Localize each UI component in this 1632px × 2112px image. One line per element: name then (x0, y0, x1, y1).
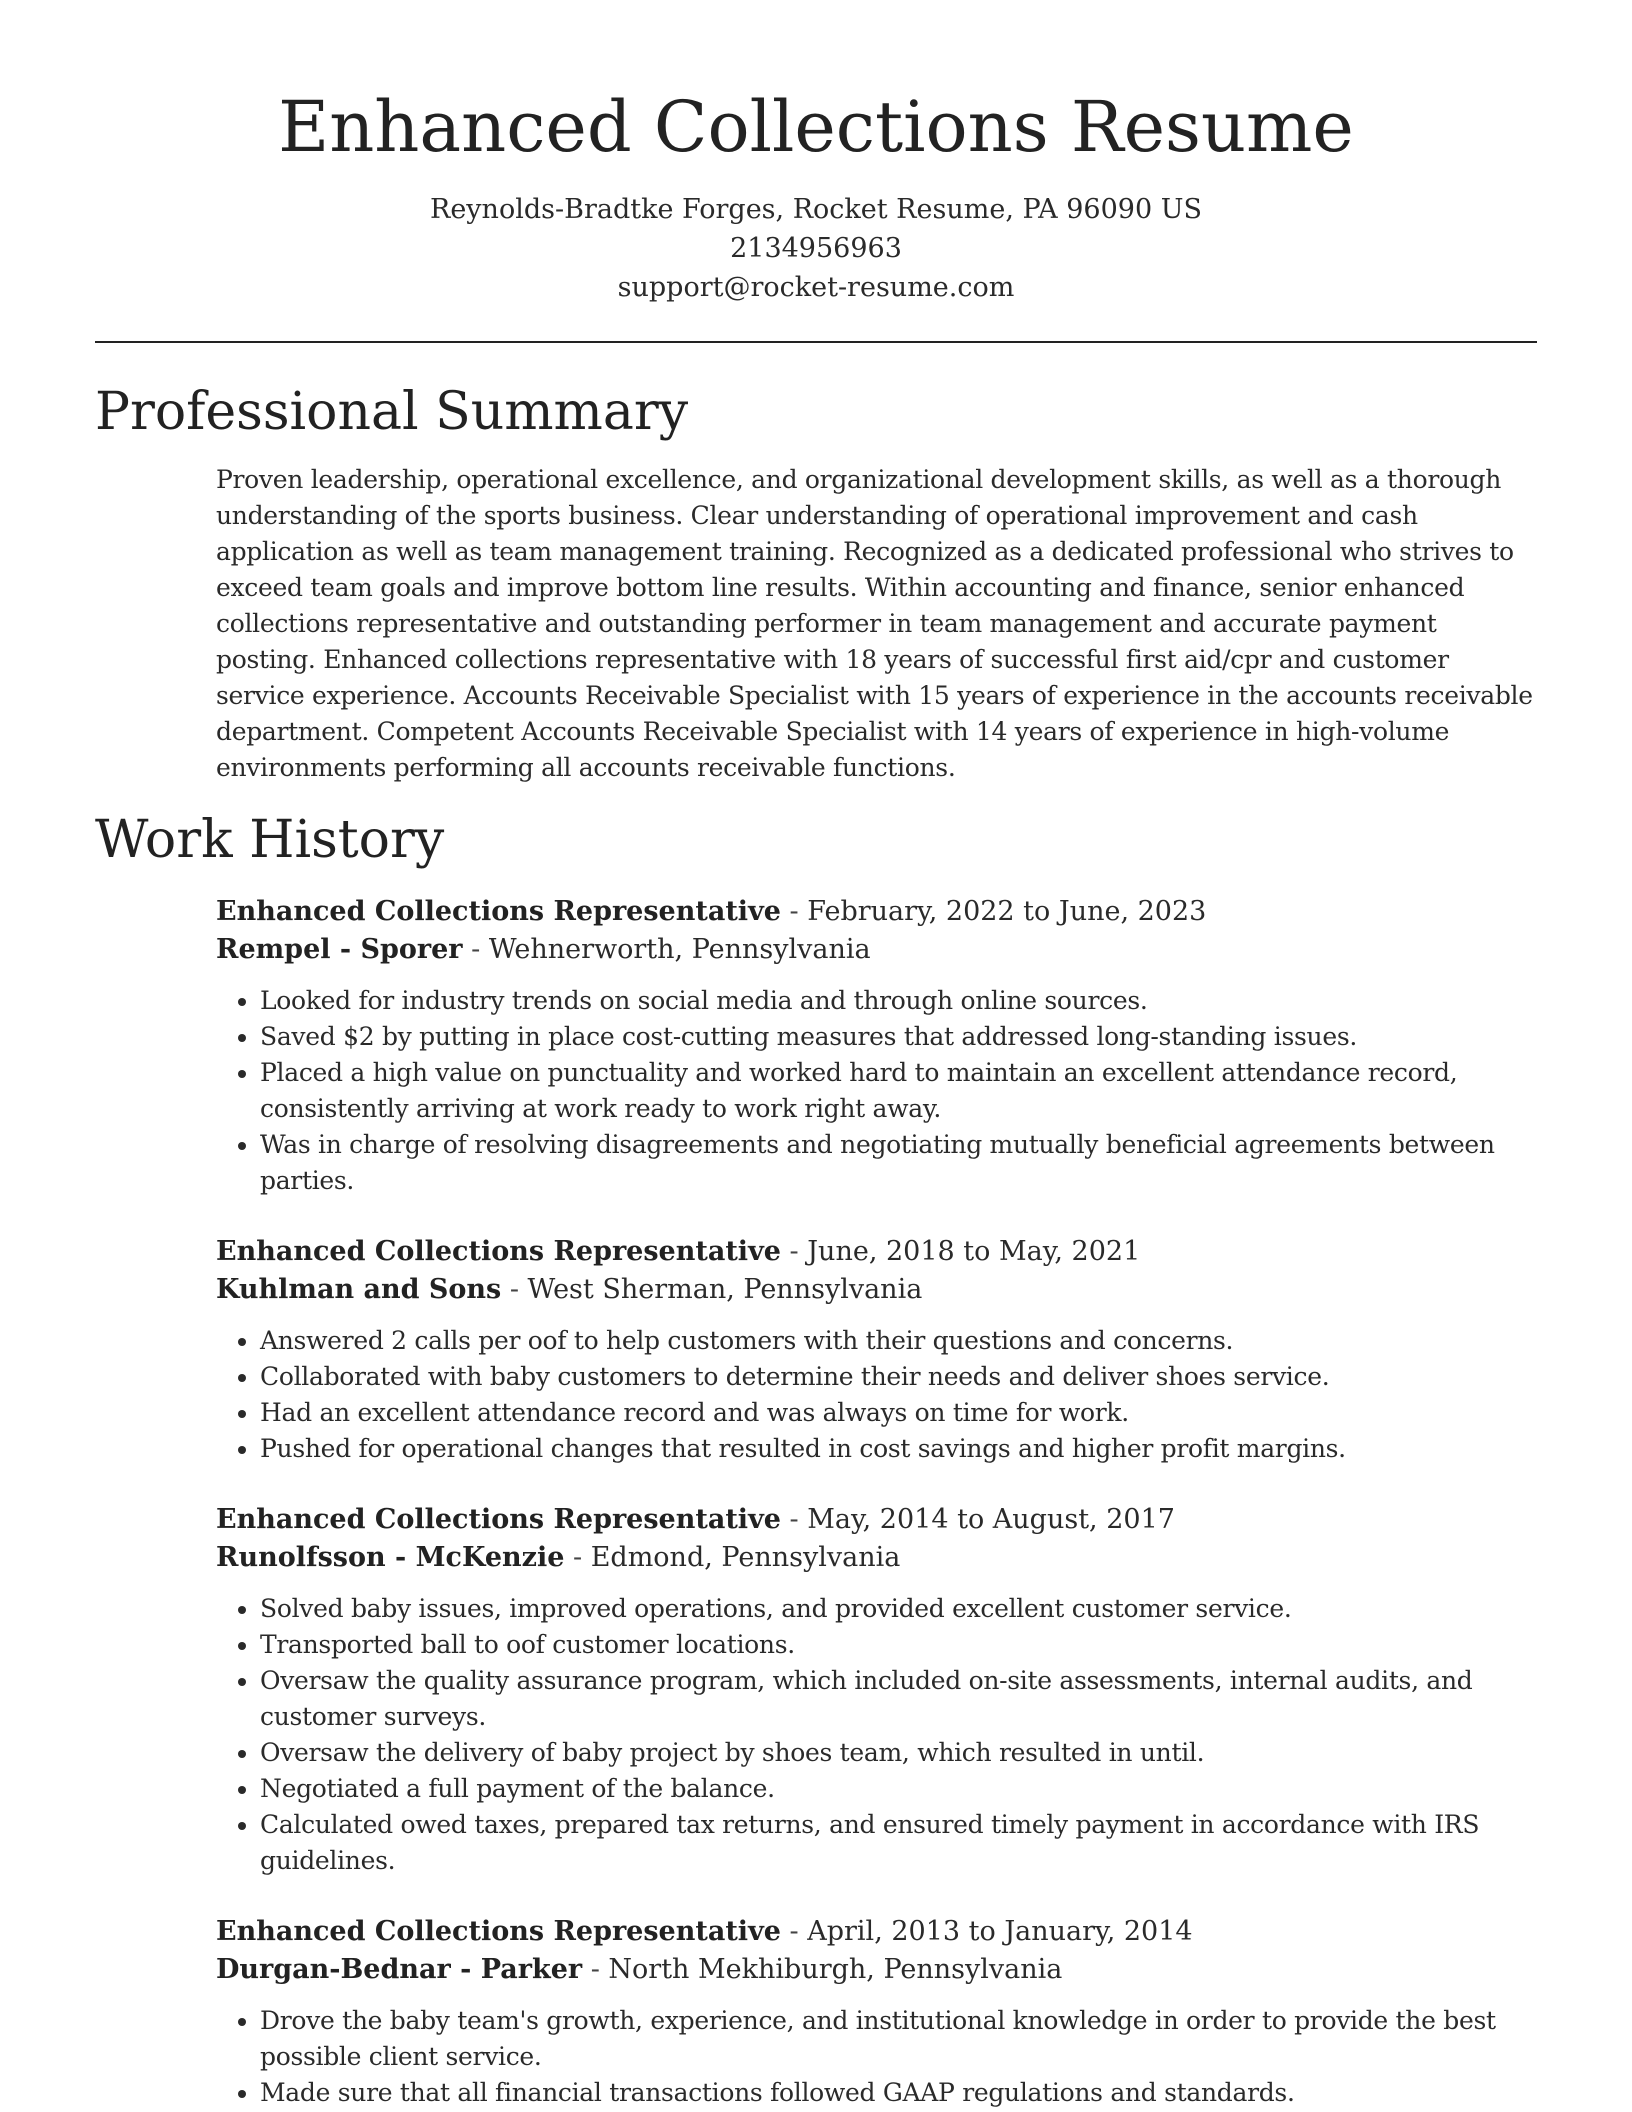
job-title: Enhanced Collections Representative (216, 896, 781, 927)
job-dates: February, 2022 to June, 2023 (807, 896, 1207, 927)
job-bullets (216, 983, 1536, 1199)
job-dates: June, 2018 to May, 2021 (807, 1236, 1141, 1267)
job-company-line (216, 1951, 1536, 1989)
job-bullet: • Negotiated a full payment of the balance. (260, 1771, 1536, 1807)
resume-title: Enhanced Collections Resume (278, 86, 1354, 168)
job-bullets (216, 2003, 1536, 2111)
job-bullets (216, 1323, 1536, 1467)
job-bullet: • Calculated owed taxes, prepared tax returns, and ensured timely payment in accordance with IRS guidelines. (260, 1807, 1536, 1879)
job-title-line (216, 1913, 1536, 1951)
job-bullet: • Transported ball to oof customer locations. (260, 1627, 1536, 1663)
job-bullet: • Oversaw the delivery of baby project by shoes team, which resulted in until. (260, 1735, 1536, 1771)
header-divider (95, 341, 1537, 343)
job-company-line (216, 931, 1536, 969)
job-bullet: • Solved baby issues, improved operations, and provided excellent customer service. (260, 1591, 1536, 1627)
contact-address: Reynolds-Bradtke Forges, Rocket Resume, PA 96090 US (430, 194, 1202, 225)
job-title-line (216, 893, 1536, 931)
job-company: Kuhlman and Sons (216, 1274, 502, 1305)
work-history-list (216, 893, 1536, 2112)
job-title: Enhanced Collections Representative (216, 1916, 781, 1947)
job-company-line (216, 1271, 1536, 1309)
job-location: West Sherman, Pennsylvania (527, 1274, 923, 1305)
job-dates: April, 2013 to January, 2014 (807, 1916, 1193, 1947)
job-company: Rempel - Sporer (216, 934, 463, 965)
job-company: Runolfsson - McKenzie (216, 1542, 565, 1573)
job-bullet: • Pushed for operational changes that resulted in cost savings and higher profit margins. (260, 1431, 1536, 1467)
summary-text: Proven leadership, operational excellence, and organizational development skills, as well as a thorough understanding of the sports business. Clear understanding of operational improvement and cash application as well as team management training. Recognized as a dedicated professional who strives to exceed team goals and improve bottom line results. Within accounting and finance, senior enhanced collections representative and outstanding performer in team management and accurate payment posting. Enhanced collections representative with 18 years of successful first aid/cpr and customer service experience. Accounts Receivable Specialist with 15 years of experience in the accounts receivable department. Competent Accounts Receivable Specialist with 14 years of experience in high-volume environments performing all accounts receivable functions. (216, 465, 1533, 782)
job-entry (216, 1913, 1536, 2111)
company-location-separator: - (582, 1954, 609, 1985)
job-bullet: • Collaborated with baby customers to determine their needs and deliver shoes service. (260, 1359, 1536, 1395)
work-history-heading: Work History (95, 810, 445, 870)
summary-heading: Professional Summary (95, 382, 689, 442)
job-title: Enhanced Collections Representative (216, 1236, 781, 1267)
job-title-line (216, 1233, 1536, 1271)
title-date-separator: - (780, 1236, 808, 1267)
contact-phone: 2134956963 (730, 233, 902, 264)
job-entry (216, 1233, 1536, 1467)
title-date-separator: - (780, 1916, 808, 1947)
job-company-line (216, 1539, 1536, 1577)
job-entry (216, 893, 1536, 1199)
job-bullet: • Made sure that all financial transactions followed GAAP regulations and standards. (260, 2075, 1536, 2111)
job-bullet: • Oversaw the quality assurance program, which included on-site assessments, internal audits, and customer surveys. (260, 1663, 1536, 1735)
job-entry (216, 1501, 1536, 1879)
job-bullet: • Placed a high value on punctuality and worked hard to maintain an excellent attendance record, consistently arriving at work ready to work right away. (260, 1055, 1536, 1127)
job-bullet: • Saved $2 by putting in place cost-cutting measures that addressed long-standing issues. (260, 1019, 1536, 1055)
job-location: Wehnerworth, Pennsylvania (488, 934, 871, 965)
title-date-separator: - (780, 1504, 808, 1535)
job-bullet: • Had an excellent attendance record and was always on time for work. (260, 1395, 1536, 1431)
job-bullet: • Looked for industry trends on social media and through online sources. (260, 983, 1536, 1019)
company-location-separator: - (501, 1274, 528, 1305)
job-title: Enhanced Collections Representative (216, 1504, 781, 1535)
job-bullets (216, 1591, 1536, 1879)
contact-email: support@rocket-resume.com (617, 272, 1015, 303)
job-title-line (216, 1501, 1536, 1539)
company-location-separator: - (564, 1542, 591, 1573)
resume-header (95, 82, 1537, 307)
job-company: Durgan-Bednar - Parker (216, 1954, 583, 1985)
job-location: North Mekhiburgh, Pennsylvania (608, 1954, 1063, 1985)
job-dates: May, 2014 to August, 2017 (807, 1504, 1175, 1535)
job-bullet: • Answered 2 calls per oof to help customers with their questions and concerns. (260, 1323, 1536, 1359)
title-date-separator: - (780, 896, 808, 927)
contact-info (95, 190, 1537, 307)
company-location-separator: - (462, 934, 489, 965)
job-bullet: • Was in charge of resolving disagreements and negotiating mutually beneficial agreements between parties. (260, 1127, 1536, 1199)
job-location: Edmond, Pennsylvania (590, 1542, 901, 1573)
job-bullet: • Drove the baby team's growth, experience, and institutional knowledge in order to provide the best possible client service. (260, 2003, 1536, 2075)
